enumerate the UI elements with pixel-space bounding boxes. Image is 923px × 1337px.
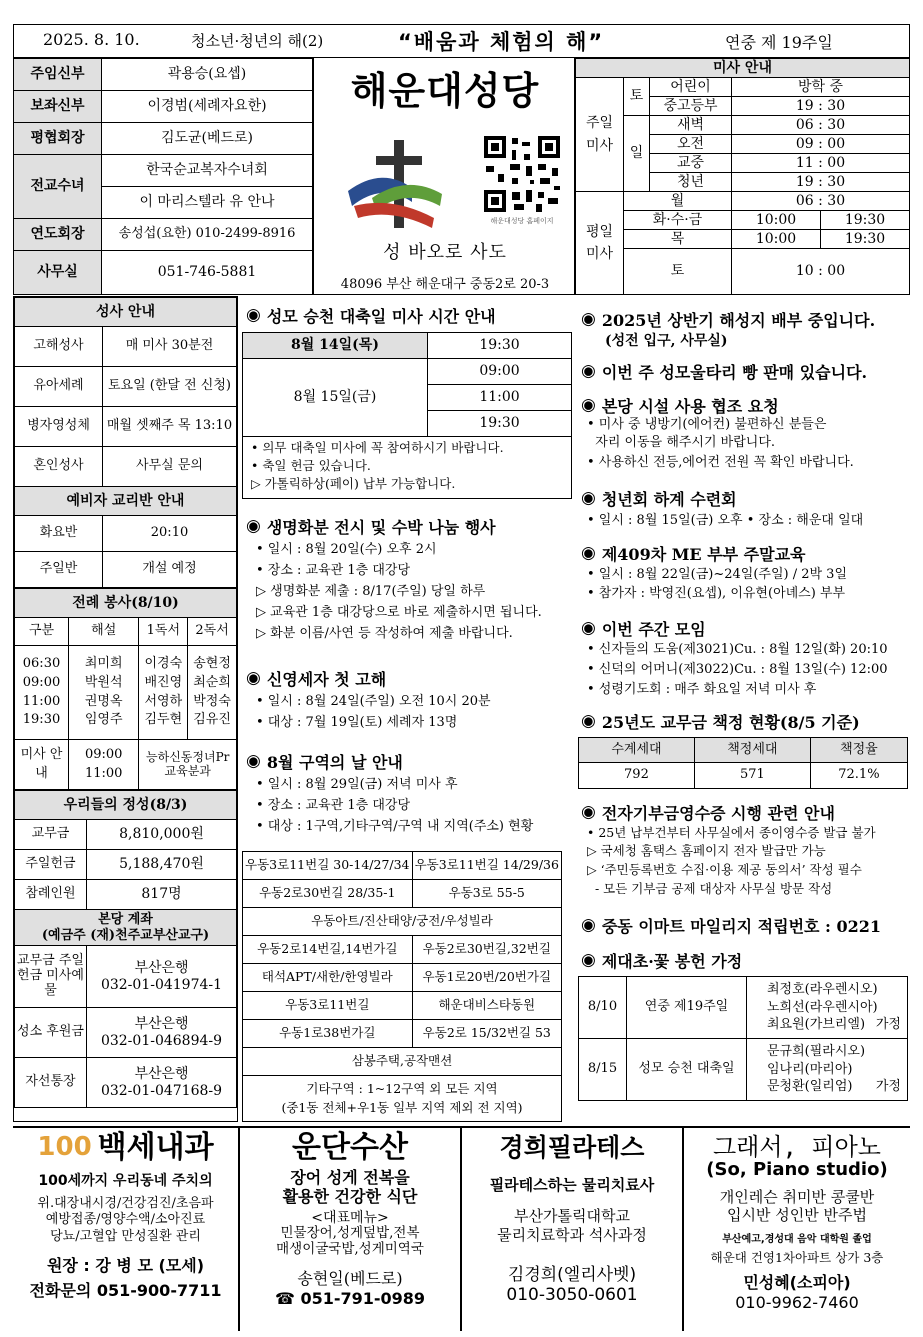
ad-line: <대표메뉴> xyxy=(311,1210,389,1227)
flower-family: 최정호(라우렌시오) xyxy=(767,982,878,998)
district-cell: 우동2로 15/32번길 53 xyxy=(412,1020,561,1048)
ad-seafood[interactable] xyxy=(240,1128,462,1331)
mass-time: 11 : 00 xyxy=(732,154,910,173)
ad-line: 해운대 건영1차아파트 상가 3층 xyxy=(710,1250,884,1266)
servers-commentator: 최미희 박원석 권명옥 임영주 xyxy=(69,646,139,740)
ad-line: 당뇨/고혈압 만성질환 관리 xyxy=(50,1228,201,1244)
confession-line: • 대상 : 7월 19일(토) 세례자 13명 xyxy=(256,715,458,730)
class-time: 20:10 xyxy=(103,516,237,552)
ad-line: 장어 성게 전복을 xyxy=(290,1168,410,1187)
budget-header: 수계세대 xyxy=(579,738,695,763)
qr-code-icon[interactable] xyxy=(482,134,562,214)
servers-reader1: 이경숙 배진영 서영하 김두현 xyxy=(139,646,188,740)
ad-title: 그래서, 피아노 xyxy=(712,1133,881,1161)
ad-line: 원장 : 강 병 모 (모세) xyxy=(46,1255,205,1275)
r1-title: 2025년 상반기 해성지 배부 중입니다. xyxy=(601,311,876,330)
servers-mass-group: 능하신동정녀Pr 교육분과 xyxy=(139,740,237,790)
offering-title: 우리들의 정성(8/3) xyxy=(15,791,237,820)
slogan: “배움과 체험의 해” xyxy=(398,30,605,54)
staff-role: 사무실 xyxy=(14,251,102,295)
district-cell: 기타구역 : 1~12구역 외 모든 지역 xyxy=(306,1080,498,1096)
staff-table xyxy=(13,58,313,295)
ad-line: 부산예고,경성대 음악 대학원 졸업 xyxy=(722,1234,872,1246)
confession-line: • 일시 : 8월 24일(주일) 오전 10시 20분 xyxy=(256,694,491,709)
target-bullet-icon: ◉ xyxy=(581,309,596,329)
offering-amount: 817명 xyxy=(87,880,237,910)
district-cell: 우동2로30번길 28/35-1 xyxy=(243,880,413,908)
account-number: 032-01-046894-9 xyxy=(100,1032,223,1049)
target-bullet-icon: ◉ xyxy=(246,668,261,688)
parish-address: 48096 부산 해운대구 중동2로 20-3 xyxy=(340,277,550,292)
ad-phone: 전화문의 051-900-7711 xyxy=(29,1280,222,1300)
ad-pilates[interactable] xyxy=(462,1128,684,1331)
r8-line: ▷ 국세청 홈택스 홈페이지 전자 발급만 가능 xyxy=(587,843,826,858)
accounts-title: 본당 계좌 xyxy=(98,911,153,927)
class-name: 화요반 xyxy=(15,516,103,552)
target-bullet-icon: ◉ xyxy=(581,915,596,935)
assumption-date: 8월 15일(금) xyxy=(243,359,428,437)
flower-family: 문청환(일리엄) xyxy=(767,1079,853,1095)
mass-group: 청년 xyxy=(650,173,732,192)
left-column xyxy=(13,296,238,1122)
sunday-label: 일 xyxy=(624,116,650,192)
weekday-mass-label: 평일 미사 xyxy=(576,192,624,295)
class-time: 개설 예정 xyxy=(103,552,237,588)
mass-group: 오전 xyxy=(650,135,732,154)
r4-title: 청년회 하계 수련회 xyxy=(601,490,737,509)
assumption-note: • 축일 헌금 있습니다. xyxy=(251,458,371,473)
district-cell: 우동3로11번길 30-14/27/34 xyxy=(243,852,413,880)
r3-line: 자리 이동을 해주시기 바랍니다. xyxy=(587,435,776,450)
r8-title: 전자기부금영수증 시행 관련 안내 xyxy=(601,804,835,823)
ad-line: 김경희(엘리사벳) xyxy=(507,1264,637,1285)
weekday-time: 10:00 xyxy=(732,230,821,249)
plant-line: • 일시 : 8월 20일(수) 오후 2시 xyxy=(256,542,437,557)
flower-event: 성모 승천 대축일 xyxy=(627,1039,747,1101)
r6-title: 이번 주간 모임 xyxy=(601,620,706,639)
servers-mass-label: 미사 안내 xyxy=(15,740,69,790)
ad-piano[interactable] xyxy=(684,1128,910,1331)
flower-date: 8/10 xyxy=(579,977,627,1039)
account-bank: 부산은행 xyxy=(134,1016,189,1033)
district-line: • 장소 : 교육관 1층 대강당 xyxy=(256,798,411,813)
staff-role: 주임신부 xyxy=(14,59,102,91)
plant-line: • 장소 : 교육관 1층 대강당 xyxy=(256,563,411,578)
target-bullet-icon: ◉ xyxy=(581,361,596,381)
ad-phone: ☎ 051-791-0989 xyxy=(274,1288,426,1308)
district-table xyxy=(242,851,562,1122)
r4-line: • 일시 : 8월 15일(금) 오후 • 장소 : 해운대 일대 xyxy=(587,513,864,528)
offering-item: 교무금 xyxy=(15,820,87,850)
district-line: • 대상 : 1구역,기타구역/구역 내 지역(주소) 현황 xyxy=(256,819,534,834)
plant-line: ▷ 생명화분 제출 : 8/17(주일) 당일 하루 xyxy=(256,584,486,599)
qr-caption: 해운대성당 홈페이지 xyxy=(490,217,554,225)
assumption-note: • 의무 대축일 미사에 꼭 참여하시기 바랍니다. xyxy=(251,440,504,455)
assumption-title: 성모 승천 대축일 미사 시간 안내 xyxy=(266,307,496,326)
district-cell: 삼봉주택,공작맨션 xyxy=(243,1048,562,1076)
account-bank: 부산은행 xyxy=(134,960,189,977)
servers-times: 06:30 09:00 11:00 19:30 xyxy=(15,646,69,740)
ad-line: 민물장어,성게덮밥,전복 xyxy=(280,1225,420,1242)
mass-schedule xyxy=(575,58,910,295)
weekday-time: 10:00 xyxy=(732,211,821,230)
ad-line: 부산가톨릭대학교 xyxy=(514,1206,630,1225)
assumption-note: ▷ 가톨릭하상(페이) 납부 가능합니다. xyxy=(251,476,456,491)
year-theme: 청소년·청년의 해(2) xyxy=(191,32,324,50)
sacraments-title: 성사 안내 xyxy=(15,298,237,327)
weekday-time: 19:30 xyxy=(821,211,910,230)
confession-title: 신영세자 첫 고해 xyxy=(266,670,387,689)
header-bar xyxy=(13,24,910,58)
r6-line: • 신덕의 어머니(제3022)Cu. : 8월 13일(수) 12:00 xyxy=(587,662,888,677)
sacrament-name: 병자영성체 xyxy=(15,407,103,447)
staff-role: 평협회장 xyxy=(14,123,102,155)
district-cell: 우동1로38번가길 xyxy=(243,1020,413,1048)
r3-line: • 미사 중 냉방기(에어컨) 불편하신 분들은 xyxy=(587,417,827,432)
servers-header: 1독서 xyxy=(139,618,188,646)
r5-title: 제409차 ME 부부 주말교육 xyxy=(601,545,806,564)
staff-name: 이경범(세례자요한) xyxy=(102,91,313,123)
budget-value: 792 xyxy=(579,763,695,789)
target-bullet-icon: ◉ xyxy=(246,305,261,325)
ad-title: 백세내과 xyxy=(97,1130,214,1165)
weekday: 토 xyxy=(624,249,732,295)
sacrament-name: 혼인성사 xyxy=(15,447,103,487)
r1-sub: (성전 입구, 사무실) xyxy=(605,333,728,349)
staff-role: 전교수녀 xyxy=(14,155,102,219)
ad-line: 개인레슨 취미반 콩쿨반 xyxy=(719,1188,875,1207)
weekday: 화·수·금 xyxy=(624,211,732,230)
plant-line: ▷ 화분 이름/사연 등 작성하여 제출 바랍니다. xyxy=(256,626,513,641)
r7-title: 25년도 교무금 책정 현황(8/5 기준) xyxy=(601,713,860,732)
target-bullet-icon: ◉ xyxy=(581,395,596,415)
plant-title: 생명화분 전시 및 수박 나눔 행사 xyxy=(266,518,496,537)
sacrament-name: 유아세례 xyxy=(15,367,103,407)
district-line: • 일시 : 8월 29일(금) 저녁 미사 후 xyxy=(256,777,458,792)
target-bullet-icon: ◉ xyxy=(581,618,596,638)
assumption-date: 8월 14일(목) xyxy=(243,333,428,359)
sunday-mass-label: 주일 미사 xyxy=(576,78,624,192)
offering-amount: 5,188,470원 xyxy=(87,850,237,880)
sacrament-info: 매월 셋째주 목 13:10 xyxy=(103,407,237,447)
target-bullet-icon: ◉ xyxy=(581,543,596,563)
flower-family: 임나리(마리아) xyxy=(767,1061,853,1077)
sacrament-info: 매 미사 30분전 xyxy=(103,327,237,367)
r5-line: • 일시 : 8월 22일(금)~24일(주일) / 2박 3일 xyxy=(587,567,848,582)
assumption-time: 19:30 xyxy=(428,333,572,359)
saturday-label: 토 xyxy=(624,78,650,116)
patron-saint: 성 바오로 사도 xyxy=(383,242,507,263)
mass-title: 미사 안내 xyxy=(576,59,910,78)
district-cell: 우동2로14번길,14번가길 xyxy=(243,936,413,964)
r10-title: 제대초·꽃 봉헌 가정 xyxy=(601,952,743,971)
assumption-time: 19:30 xyxy=(428,411,572,437)
sacrament-name: 고해성사 xyxy=(15,327,103,367)
catechumen-title: 예비자 교리반 안내 xyxy=(15,487,237,516)
flower-suffix: 가정 xyxy=(875,1079,901,1095)
budget-value: 571 xyxy=(694,763,810,789)
budget-value: 72.1% xyxy=(810,763,907,789)
target-bullet-icon: ◉ xyxy=(581,802,596,822)
flower-family: 노희선(라우렌시아) xyxy=(767,999,878,1015)
offering-item: 주일헌금 xyxy=(15,850,87,880)
account-purpose: 교무금 주일헌금 미사예물 xyxy=(15,946,87,1008)
offering-amount: 8,810,000원 xyxy=(87,820,237,850)
district-cell: 우동2로30번길,32번길 xyxy=(412,936,561,964)
r8-line: • 25년 납부건부터 사무실에서 종이영수증 발급 불가 xyxy=(587,825,876,840)
assumption-time: 09:00 xyxy=(428,359,572,385)
accounts-holder: (예금주 (재)천주교부산교구) xyxy=(41,927,210,943)
district-cell: 우동1로20번/20번가길 xyxy=(412,964,561,992)
middle-column xyxy=(242,296,572,1122)
account-purpose: 성소 후원금 xyxy=(15,1008,87,1058)
district-cell: 태석APT/새한/한영빌라 xyxy=(243,964,413,992)
flower-family: 최요원(가브리엘) xyxy=(767,1017,866,1033)
flower-suffix: 가정 xyxy=(875,1017,901,1033)
servers-header: 2독서 xyxy=(188,618,237,646)
district-title: 8월 구역의 날 안내 xyxy=(266,753,403,772)
assumption-time: 11:00 xyxy=(428,385,572,411)
account-number: 032-01-041974-1 xyxy=(100,976,223,993)
ad-phone: 010-3050-0601 xyxy=(506,1284,638,1305)
staff-name: 051-746-5881 xyxy=(102,251,313,295)
flower-event: 연중 제19주일 xyxy=(627,977,747,1039)
flower-family: 문규희(필라시오) xyxy=(767,1044,866,1060)
staff-name: 한국순교복자수녀회 xyxy=(102,155,313,187)
target-bullet-icon: ◉ xyxy=(581,950,596,970)
mass-time: 19 : 30 xyxy=(732,173,910,192)
sacrament-info: 사무실 문의 xyxy=(103,447,237,487)
target-bullet-icon: ◉ xyxy=(246,516,261,536)
r5-line: • 참가자 : 박영진(요셉), 이유현(아녜스) 부부 xyxy=(587,586,846,601)
mass-time: 방학 중 xyxy=(732,78,910,97)
sacrament-info: 토요일 (한달 전 신청) xyxy=(103,367,237,407)
staff-role: 보좌신부 xyxy=(14,91,102,123)
ad-line: 민성혜(소피아) xyxy=(743,1273,851,1293)
mass-group: 중고등부 xyxy=(650,97,732,116)
servers-reader2: 송현정 최순희 박정숙 김유진 xyxy=(188,646,237,740)
staff-role: 연도회장 xyxy=(14,219,102,251)
account-bank: 부산은행 xyxy=(134,1066,189,1083)
liturgical-week: 연중 제 19주일 xyxy=(725,33,833,52)
flower-date: 8/15 xyxy=(579,1039,627,1101)
staff-name: 송성섭(요한) 010-2499-8916 xyxy=(102,219,313,251)
mass-time: 19 : 30 xyxy=(732,97,910,116)
staff-name: 곽용승(요셉) xyxy=(102,59,313,91)
ad-line: 100세까지 우리동네 주치의 xyxy=(38,1173,213,1189)
budget-header: 책정율 xyxy=(810,738,907,763)
mass-group: 교중 xyxy=(650,154,732,173)
mass-time: 09 : 00 xyxy=(732,135,910,154)
mass-group: 새벽 xyxy=(650,116,732,135)
district-cell: 우동3로11번길 xyxy=(243,992,413,1020)
budget-header: 책정세대 xyxy=(694,738,810,763)
r8-line: ▷ ‘주민등록번호 수집·이용 제공 동의서’ 작성 필수 xyxy=(587,862,862,877)
target-bullet-icon: ◉ xyxy=(581,488,596,508)
ad-title: 운단수산 xyxy=(292,1130,408,1165)
weekday-time: 19:30 xyxy=(821,230,910,249)
ad-line: 예방접종/영양수액/소아진료 xyxy=(45,1212,206,1228)
ad-phone: 010-9962-7460 xyxy=(735,1293,859,1313)
district-cell: (중1동 전체+우1동 일부 지역 제외 전 지역) xyxy=(281,1099,523,1115)
ad-line: 활용한 건강한 식단 xyxy=(282,1187,418,1207)
flower-table xyxy=(578,976,908,1101)
servers-header: 해설 xyxy=(69,618,139,646)
account-purpose: 자선통장 xyxy=(15,1058,87,1108)
district-cell: 우동3로 55-5 xyxy=(412,880,561,908)
ad-line: 매생이굴국밥,성게미역국 xyxy=(276,1240,424,1257)
staff-name: 이 마리스텔라 유 안나 xyxy=(102,187,313,219)
r9-title: 중동 이마트 마일리지 적립번호 : 0221 xyxy=(601,917,882,936)
account-number: 032-01-047168-9 xyxy=(100,1082,223,1099)
budget-table xyxy=(578,737,908,789)
r2-title: 이번 주 성모울타리 빵 판매 있습니다. xyxy=(601,363,868,382)
mass-time: 06 : 30 xyxy=(732,116,910,135)
right-column xyxy=(575,296,910,1122)
weekday: 월 xyxy=(624,192,732,211)
plant-line: ▷ 교육관 1층 대강당으로 바로 제출하시면 됩니다. xyxy=(256,605,542,620)
district-cell: 해운대비스타동원 xyxy=(412,992,561,1020)
issue-date: 2025. 8. 10. xyxy=(43,30,140,49)
weekday-time: 06 : 30 xyxy=(732,192,910,211)
servers-title: 전례 봉사(8/10) xyxy=(15,589,237,618)
parish-name: 해운대성당 xyxy=(350,69,540,113)
staff-name: 김도균(베드로) xyxy=(102,123,313,155)
ad-line: 송현일(베드로) xyxy=(297,1268,403,1288)
weekday: 목 xyxy=(624,230,732,249)
ad-clinic[interactable] xyxy=(13,1128,240,1331)
parish-block xyxy=(313,58,575,295)
badge-100-icon: 100 xyxy=(37,1132,92,1163)
r6-line: • 성령기도회 : 매주 화요일 저녁 미사 후 xyxy=(587,682,817,697)
class-name: 주일반 xyxy=(15,552,103,588)
parish-logo-icon xyxy=(342,136,452,241)
district-cell: 우동아트/진산태양/궁전/우성빌라 xyxy=(243,908,562,936)
ad-line: 위.대장내시경/건강검진/초음파 xyxy=(37,1196,214,1211)
target-bullet-icon: ◉ xyxy=(581,711,596,731)
r8-line: - 모든 기부금 공제 대상자 사무실 방문 작성 xyxy=(587,881,833,896)
ad-line: 물리치료학과 석사과정 xyxy=(497,1226,647,1244)
r6-line: • 신자들의 도움(제3021)Cu. : 8월 12일(화) 20:10 xyxy=(587,642,888,657)
ad-line: 필라테스하는 물리치료사 xyxy=(489,1175,655,1194)
servers-header: 구분 xyxy=(15,618,69,646)
ad-title: 경희필라테스 xyxy=(499,1133,645,1162)
offering-item: 참례인원 xyxy=(15,880,87,910)
r3-title: 본당 시설 사용 협조 요청 xyxy=(601,397,779,416)
ad-line: 입시반 성인반 반주법 xyxy=(727,1206,867,1225)
ad-subtitle: (So, Piano studio) xyxy=(706,1159,888,1181)
weekday-time: 10 : 00 xyxy=(732,249,910,295)
mass-group: 어린이 xyxy=(650,78,732,97)
servers-mass-times: 09:00 11:00 xyxy=(69,740,139,790)
target-bullet-icon: ◉ xyxy=(246,751,261,771)
r3-line: • 사용하신 전등,에어컨 전원 꼭 확인 바랍니다. xyxy=(587,455,854,470)
district-cell: 우동3로11번길 14/29/36 xyxy=(412,852,561,880)
